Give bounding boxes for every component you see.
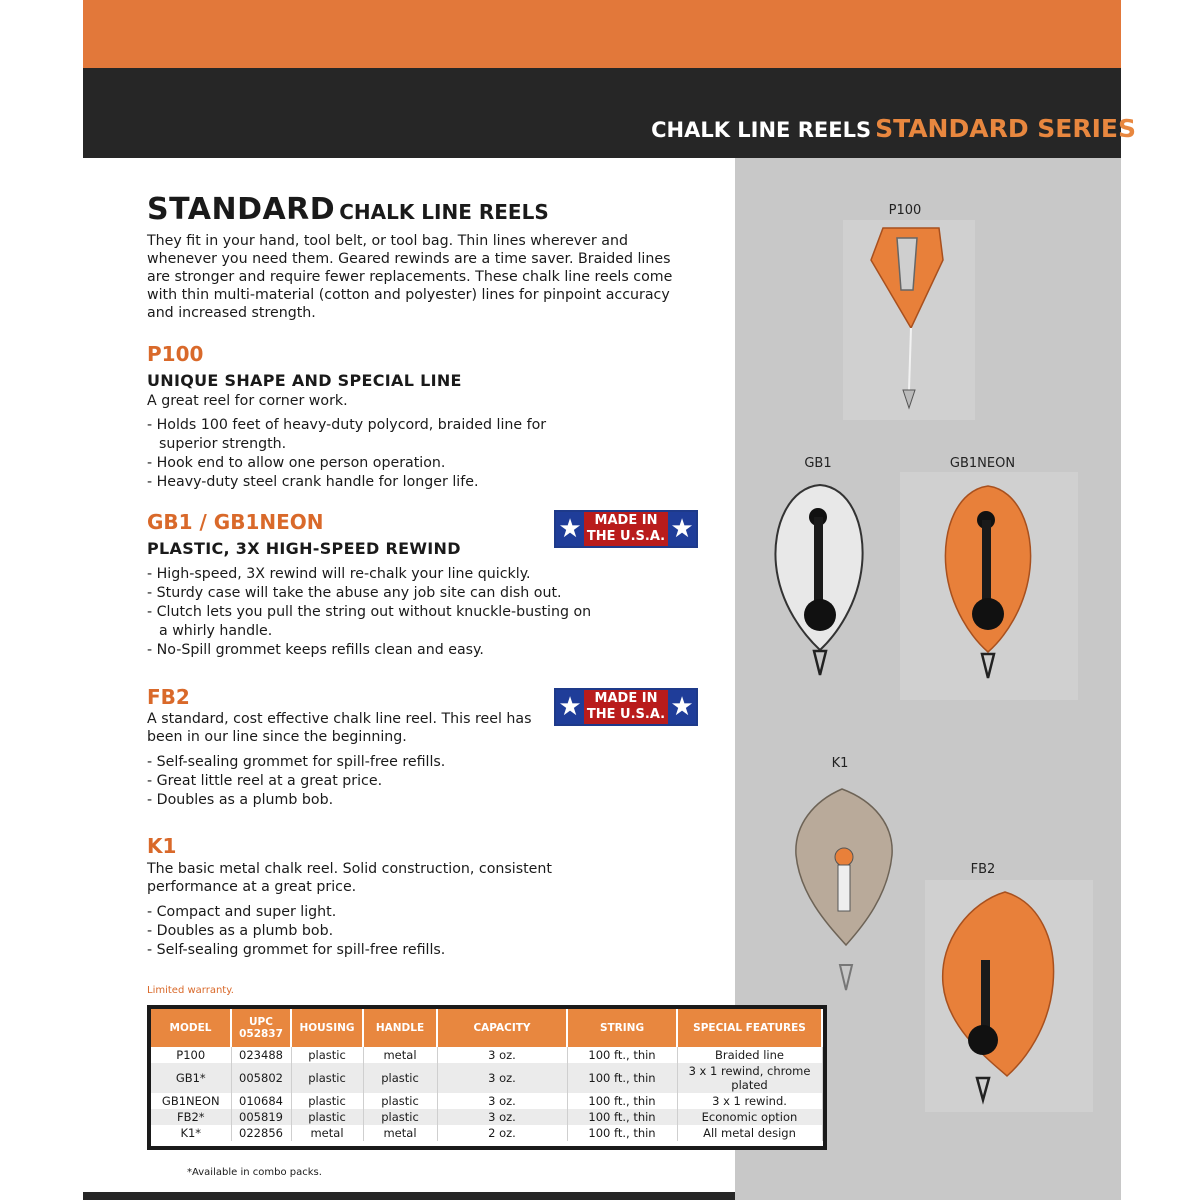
footnote: *Available in combo packs.: [187, 1167, 322, 1178]
table-row: [151, 1109, 822, 1125]
table-row: [151, 1063, 822, 1093]
table-cell: 3 oz.: [437, 1093, 567, 1109]
warranty-note: Limited warranty.: [147, 985, 234, 996]
list-item: - High-speed, 3X rewind will re-chalk your line quickly.: [147, 565, 602, 584]
table-cell: plastic: [363, 1093, 437, 1109]
page-title: [147, 192, 549, 227]
table-cell: 100 ft., thin: [567, 1125, 677, 1141]
table-cell: P100: [151, 1047, 231, 1063]
column-header: MODEL: [151, 1009, 231, 1047]
gb1-product-image: [770, 475, 870, 690]
table-cell: 3 x 1 rewind, chrome plated: [677, 1063, 822, 1093]
column-header: SPECIAL FEATURES: [677, 1009, 822, 1047]
list-item: - Self-sealing grommet for spill-free refills.: [147, 941, 567, 960]
fb2-model-heading: FB2: [147, 685, 190, 709]
fb2-bullet-list: [147, 753, 567, 810]
table-cell: plastic: [291, 1047, 363, 1063]
list-item: - Compact and super light.: [147, 903, 567, 922]
gb1-subtitle: PLASTIC, 3X HIGH-SPEED REWIND: [147, 539, 461, 558]
spec-table-frame: [147, 1005, 827, 1150]
table-cell: All metal design: [677, 1125, 822, 1141]
table-cell: plastic: [291, 1109, 363, 1125]
table-cell: 100 ft., thin: [567, 1063, 677, 1093]
made-in-usa-badge: [554, 688, 698, 726]
p100-reel-illustration: [843, 220, 975, 420]
p100-tagline: A great reel for corner work.: [147, 393, 348, 409]
header-title-white: CHALK LINE REELS: [651, 118, 872, 142]
k1-description: The basic metal chalk reel. Solid construction, consistent performance at a great price.: [147, 861, 552, 895]
gb1neon-product-image: [900, 472, 1078, 700]
table-cell: 100 ft., thin: [567, 1047, 677, 1063]
gb1-image-label: GB1: [804, 456, 832, 471]
star-icon: ★: [668, 690, 696, 724]
k1-image-label: K1: [831, 756, 849, 771]
gb1neon-image-label: GB1NEON: [949, 456, 1016, 471]
list-item: - Sturdy case will take the abuse any job site can dish out.: [147, 584, 602, 603]
k1-product-image: [790, 785, 902, 1000]
table-cell: 010684: [231, 1093, 291, 1109]
table-cell: FB2*: [151, 1109, 231, 1125]
column-header: HANDLE: [363, 1009, 437, 1047]
list-item: - Great little reel at a great price.: [147, 772, 567, 791]
p100-model-heading: P100: [147, 342, 204, 366]
badge-text: MADE IN THE U.S.A.: [586, 691, 666, 722]
header-title-orange: STANDARD SERIES: [875, 114, 1136, 143]
table-cell: 005802: [231, 1063, 291, 1093]
table-header-row: [151, 1009, 822, 1047]
table-cell: metal: [363, 1125, 437, 1141]
table-cell: GB1NEON: [151, 1093, 231, 1109]
p100-subtitle: UNIQUE SHAPE AND SPECIAL LINE: [147, 371, 462, 390]
table-cell: 100 ft., thin: [567, 1093, 677, 1109]
made-in-usa-badge: [554, 510, 698, 548]
list-item: - Doubles as a plumb bob.: [147, 922, 567, 941]
header-title: [651, 114, 1136, 143]
table-cell: 100 ft., thin: [567, 1109, 677, 1125]
gb1-model-heading: GB1 / GB1NEON: [147, 510, 324, 534]
table-cell: K1*: [151, 1125, 231, 1141]
table-cell: plastic: [291, 1093, 363, 1109]
spec-table: [151, 1009, 823, 1141]
table-cell: metal: [291, 1125, 363, 1141]
list-item: - No-Spill grommet keeps refills clean and easy.: [147, 641, 602, 660]
fb2-image-label: FB2: [970, 862, 996, 877]
table-row: [151, 1125, 822, 1141]
badge-text: MADE IN THE U.S.A.: [586, 513, 666, 544]
column-header: HOUSING: [291, 1009, 363, 1047]
page-title-big: STANDARD: [147, 192, 336, 227]
k1-reel-illustration: [790, 785, 902, 1000]
list-item: - Clutch lets you pull the string out without knuckle-busting on a whirly handle.: [147, 603, 602, 641]
intro-paragraph: They fit in your hand, tool belt, or tool bag. Thin lines wherever and whenever you need them. Geared rewinds are a time saver. Braided lines are stronger and require fewer replacements. These chalk line reels come with thin multi-material (cotton and polyester) lines for pinpoint accuracy and increased strength.: [147, 233, 673, 321]
list-item: - Holds 100 feet of heavy-duty polycord, braided line for superior strength.: [147, 416, 567, 454]
p100-bullet-list: [147, 416, 567, 492]
bottom-rule: [83, 1192, 735, 1200]
page-title-small: CHALK LINE REELS: [339, 200, 549, 224]
table-cell: 3 oz.: [437, 1047, 567, 1063]
header-dark-band: [83, 68, 1121, 158]
k1-bullet-list: [147, 903, 567, 960]
table-cell: GB1*: [151, 1063, 231, 1093]
table-row: [151, 1047, 822, 1063]
column-header: UPC 052837: [231, 1009, 291, 1047]
list-item: - Heavy-duty steel crank handle for longer life.: [147, 473, 567, 492]
list-item: - Hook end to allow one person operation.: [147, 454, 567, 473]
gb1neon-reel-illustration: [900, 472, 1078, 700]
table-cell: 023488: [231, 1047, 291, 1063]
column-header: CAPACITY: [437, 1009, 567, 1047]
table-cell: 022856: [231, 1125, 291, 1141]
table-cell: 2 oz.: [437, 1125, 567, 1141]
p100-product-image: [843, 220, 975, 420]
star-icon: ★: [556, 512, 584, 546]
column-header: STRING: [567, 1009, 677, 1047]
fb2-product-image: [925, 880, 1093, 1112]
table-cell: 3 x 1 rewind.: [677, 1093, 822, 1109]
fb2-reel-illustration: [925, 880, 1093, 1112]
table-cell: plastic: [363, 1109, 437, 1125]
gb1-reel-illustration: [770, 475, 870, 690]
table-cell: 005819: [231, 1109, 291, 1125]
p100-image-label: P100: [888, 203, 922, 218]
k1-model-heading: K1: [147, 834, 177, 858]
gb1-bullet-list: [147, 565, 602, 660]
table-cell: plastic: [291, 1063, 363, 1093]
table-cell: 3 oz.: [437, 1063, 567, 1093]
star-icon: ★: [556, 690, 584, 724]
table-row: [151, 1093, 822, 1109]
table-cell: 3 oz.: [437, 1109, 567, 1125]
list-item: - Doubles as a plumb bob.: [147, 791, 567, 810]
list-item: - Self-sealing grommet for spill-free refills.: [147, 753, 567, 772]
star-icon: ★: [668, 512, 696, 546]
top-orange-band: [83, 0, 1121, 68]
table-cell: Economic option: [677, 1109, 822, 1125]
table-cell: plastic: [363, 1063, 437, 1093]
table-cell: Braided line: [677, 1047, 822, 1063]
fb2-description: A standard, cost effective chalk line reel. This reel has been in our line since the beginning.: [147, 711, 532, 745]
table-cell: metal: [363, 1047, 437, 1063]
